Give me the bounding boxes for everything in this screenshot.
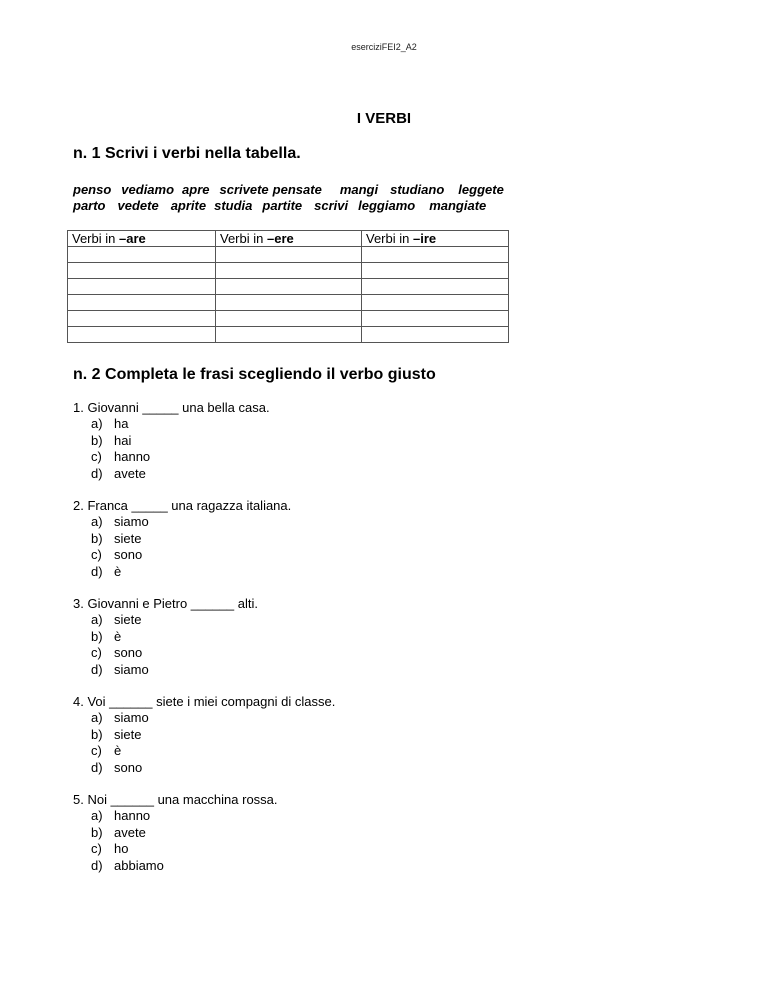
answer-option[interactable] — [73, 449, 270, 465]
word-bank-item: leggiamo — [358, 198, 416, 213]
question — [73, 596, 258, 678]
option-letter: b) — [91, 432, 103, 448]
word-bank-item: pensate — [272, 182, 322, 197]
option-letter: a) — [91, 514, 103, 530]
answer-option[interactable] — [73, 645, 258, 661]
option-letter: c) — [91, 841, 102, 857]
word-bank-item: penso — [73, 182, 112, 197]
word-bank-item: studiano — [390, 182, 445, 197]
answer-option[interactable] — [73, 760, 335, 776]
table-cell[interactable] — [216, 311, 362, 327]
answer-option[interactable] — [73, 858, 278, 874]
answer-option[interactable] — [73, 808, 278, 824]
page-header: eserciziFEI2_A2 — [351, 42, 417, 52]
answer-option[interactable] — [73, 629, 258, 645]
answer-option[interactable] — [73, 727, 335, 743]
option-text: ho — [114, 841, 129, 857]
table-row — [68, 327, 509, 343]
option-text: è — [114, 628, 122, 644]
table-cell[interactable] — [362, 327, 509, 343]
option-letter: a) — [91, 416, 103, 432]
answer-option[interactable] — [73, 841, 278, 857]
option-letter: b) — [91, 726, 103, 742]
option-letter: d) — [91, 857, 103, 873]
option-letter: c) — [91, 743, 102, 759]
word-bank-item: parto — [73, 198, 106, 213]
option-text: ha — [114, 416, 129, 432]
answer-option[interactable] — [73, 514, 291, 530]
word-bank — [73, 182, 504, 214]
option-letter: b) — [91, 824, 103, 840]
option-letter: d) — [91, 563, 103, 579]
word-bank-item: vedete — [117, 198, 159, 213]
table-cell[interactable] — [362, 263, 509, 279]
table-cell[interactable] — [68, 327, 216, 343]
table-cell[interactable] — [68, 311, 216, 327]
question — [73, 694, 335, 776]
option-letter: a) — [91, 710, 103, 726]
word-bank-item: aprite — [170, 198, 207, 213]
column-header-ire: Verbi in –ire — [362, 231, 509, 247]
word-bank-item: apre — [182, 182, 210, 197]
word-bank-item: scrivete — [219, 182, 269, 197]
option-letter: d) — [91, 661, 103, 677]
option-letter: b) — [91, 628, 103, 644]
option-text: sono — [114, 547, 143, 563]
option-text: siamo — [114, 514, 149, 530]
option-text: è — [114, 743, 122, 759]
column-header-ere: Verbi in –ere — [216, 231, 362, 247]
table-cell[interactable] — [68, 279, 216, 295]
table-row — [68, 263, 509, 279]
word-bank-item: mangiate — [429, 198, 487, 213]
verb-table — [67, 230, 509, 343]
question-stem: 3. Giovanni e Pietro ______ alti. — [73, 596, 259, 611]
word-row — [73, 198, 504, 214]
page-title — [0, 110, 768, 127]
option-letter: a) — [91, 808, 103, 824]
question-stem: 4. Voi ______ siete i miei compagni di classe. — [73, 694, 336, 709]
answer-option[interactable] — [73, 564, 291, 580]
title-text: I VERBI — [356, 110, 412, 127]
option-text: hanno — [114, 808, 151, 824]
table-header-row — [68, 231, 509, 247]
table-cell[interactable] — [68, 295, 216, 311]
table-row — [68, 311, 509, 327]
exercise-2-heading: n. 2 Completa le frasi scegliendo il verbo giusto — [73, 366, 436, 383]
option-letter: d) — [91, 465, 103, 481]
option-text: avete — [114, 465, 146, 481]
option-letter: d) — [91, 759, 103, 775]
option-text: siete — [114, 726, 142, 742]
answer-option[interactable] — [73, 416, 270, 432]
table-row — [68, 247, 509, 263]
option-text: siamo — [114, 710, 149, 726]
option-text: hai — [114, 432, 132, 448]
table-cell[interactable] — [68, 247, 216, 263]
option-letter: a) — [91, 612, 103, 628]
option-letter: c) — [91, 449, 102, 465]
exercise-1-heading: n. 1 Scrivi i verbi nella tabella. — [73, 145, 301, 162]
table-row — [68, 279, 509, 295]
column-header-are: Verbi in –are — [68, 231, 216, 247]
table-cell[interactable] — [216, 295, 362, 311]
word-bank-item: scrivi — [314, 198, 349, 213]
question-stem: 2. Franca _____ una ragazza italiana. — [73, 498, 292, 513]
option-text: siete — [114, 530, 142, 546]
option-text: hanno — [114, 449, 151, 465]
word-bank-item: vediamo — [121, 182, 175, 197]
table-row — [68, 295, 509, 311]
question-stem: 5. Noi ______ una macchina rossa. — [73, 792, 278, 807]
option-text: è — [114, 563, 122, 579]
option-text: sono — [114, 759, 143, 775]
answer-option[interactable] — [73, 531, 291, 547]
option-text: abbiamo — [114, 857, 164, 873]
option-text: avete — [114, 824, 146, 840]
option-letter: c) — [91, 645, 102, 661]
question-stem: 1. Giovanni _____ una bella casa. — [73, 400, 270, 415]
word-bank-item: partite — [262, 198, 303, 213]
table-cell[interactable] — [68, 263, 216, 279]
word-bank-item: leggete — [458, 182, 504, 197]
table-cell[interactable] — [216, 327, 362, 343]
table-cell[interactable] — [362, 311, 509, 327]
table-cell[interactable] — [216, 279, 362, 295]
answer-option[interactable] — [73, 612, 258, 628]
word-bank-item: studia — [214, 198, 253, 213]
word-row — [73, 182, 504, 198]
table-cell[interactable] — [216, 247, 362, 263]
answer-option[interactable] — [73, 547, 291, 563]
answer-option[interactable] — [73, 743, 335, 759]
question — [73, 792, 278, 874]
table-cell[interactable] — [216, 263, 362, 279]
option-letter: b) — [91, 530, 103, 546]
option-text: siamo — [114, 661, 149, 677]
answer-option[interactable] — [73, 825, 278, 841]
table-cell[interactable] — [362, 247, 509, 263]
answer-option[interactable] — [73, 433, 270, 449]
option-letter: c) — [91, 547, 102, 563]
answer-option[interactable] — [73, 662, 258, 678]
table-cell[interactable] — [362, 279, 509, 295]
option-text: siete — [114, 612, 142, 628]
question — [73, 498, 291, 580]
answer-option[interactable] — [73, 466, 270, 482]
question — [73, 400, 270, 482]
table-cell[interactable] — [362, 295, 509, 311]
option-text: sono — [114, 645, 143, 661]
word-bank-item: mangi — [339, 182, 379, 197]
answer-option[interactable] — [73, 710, 335, 726]
